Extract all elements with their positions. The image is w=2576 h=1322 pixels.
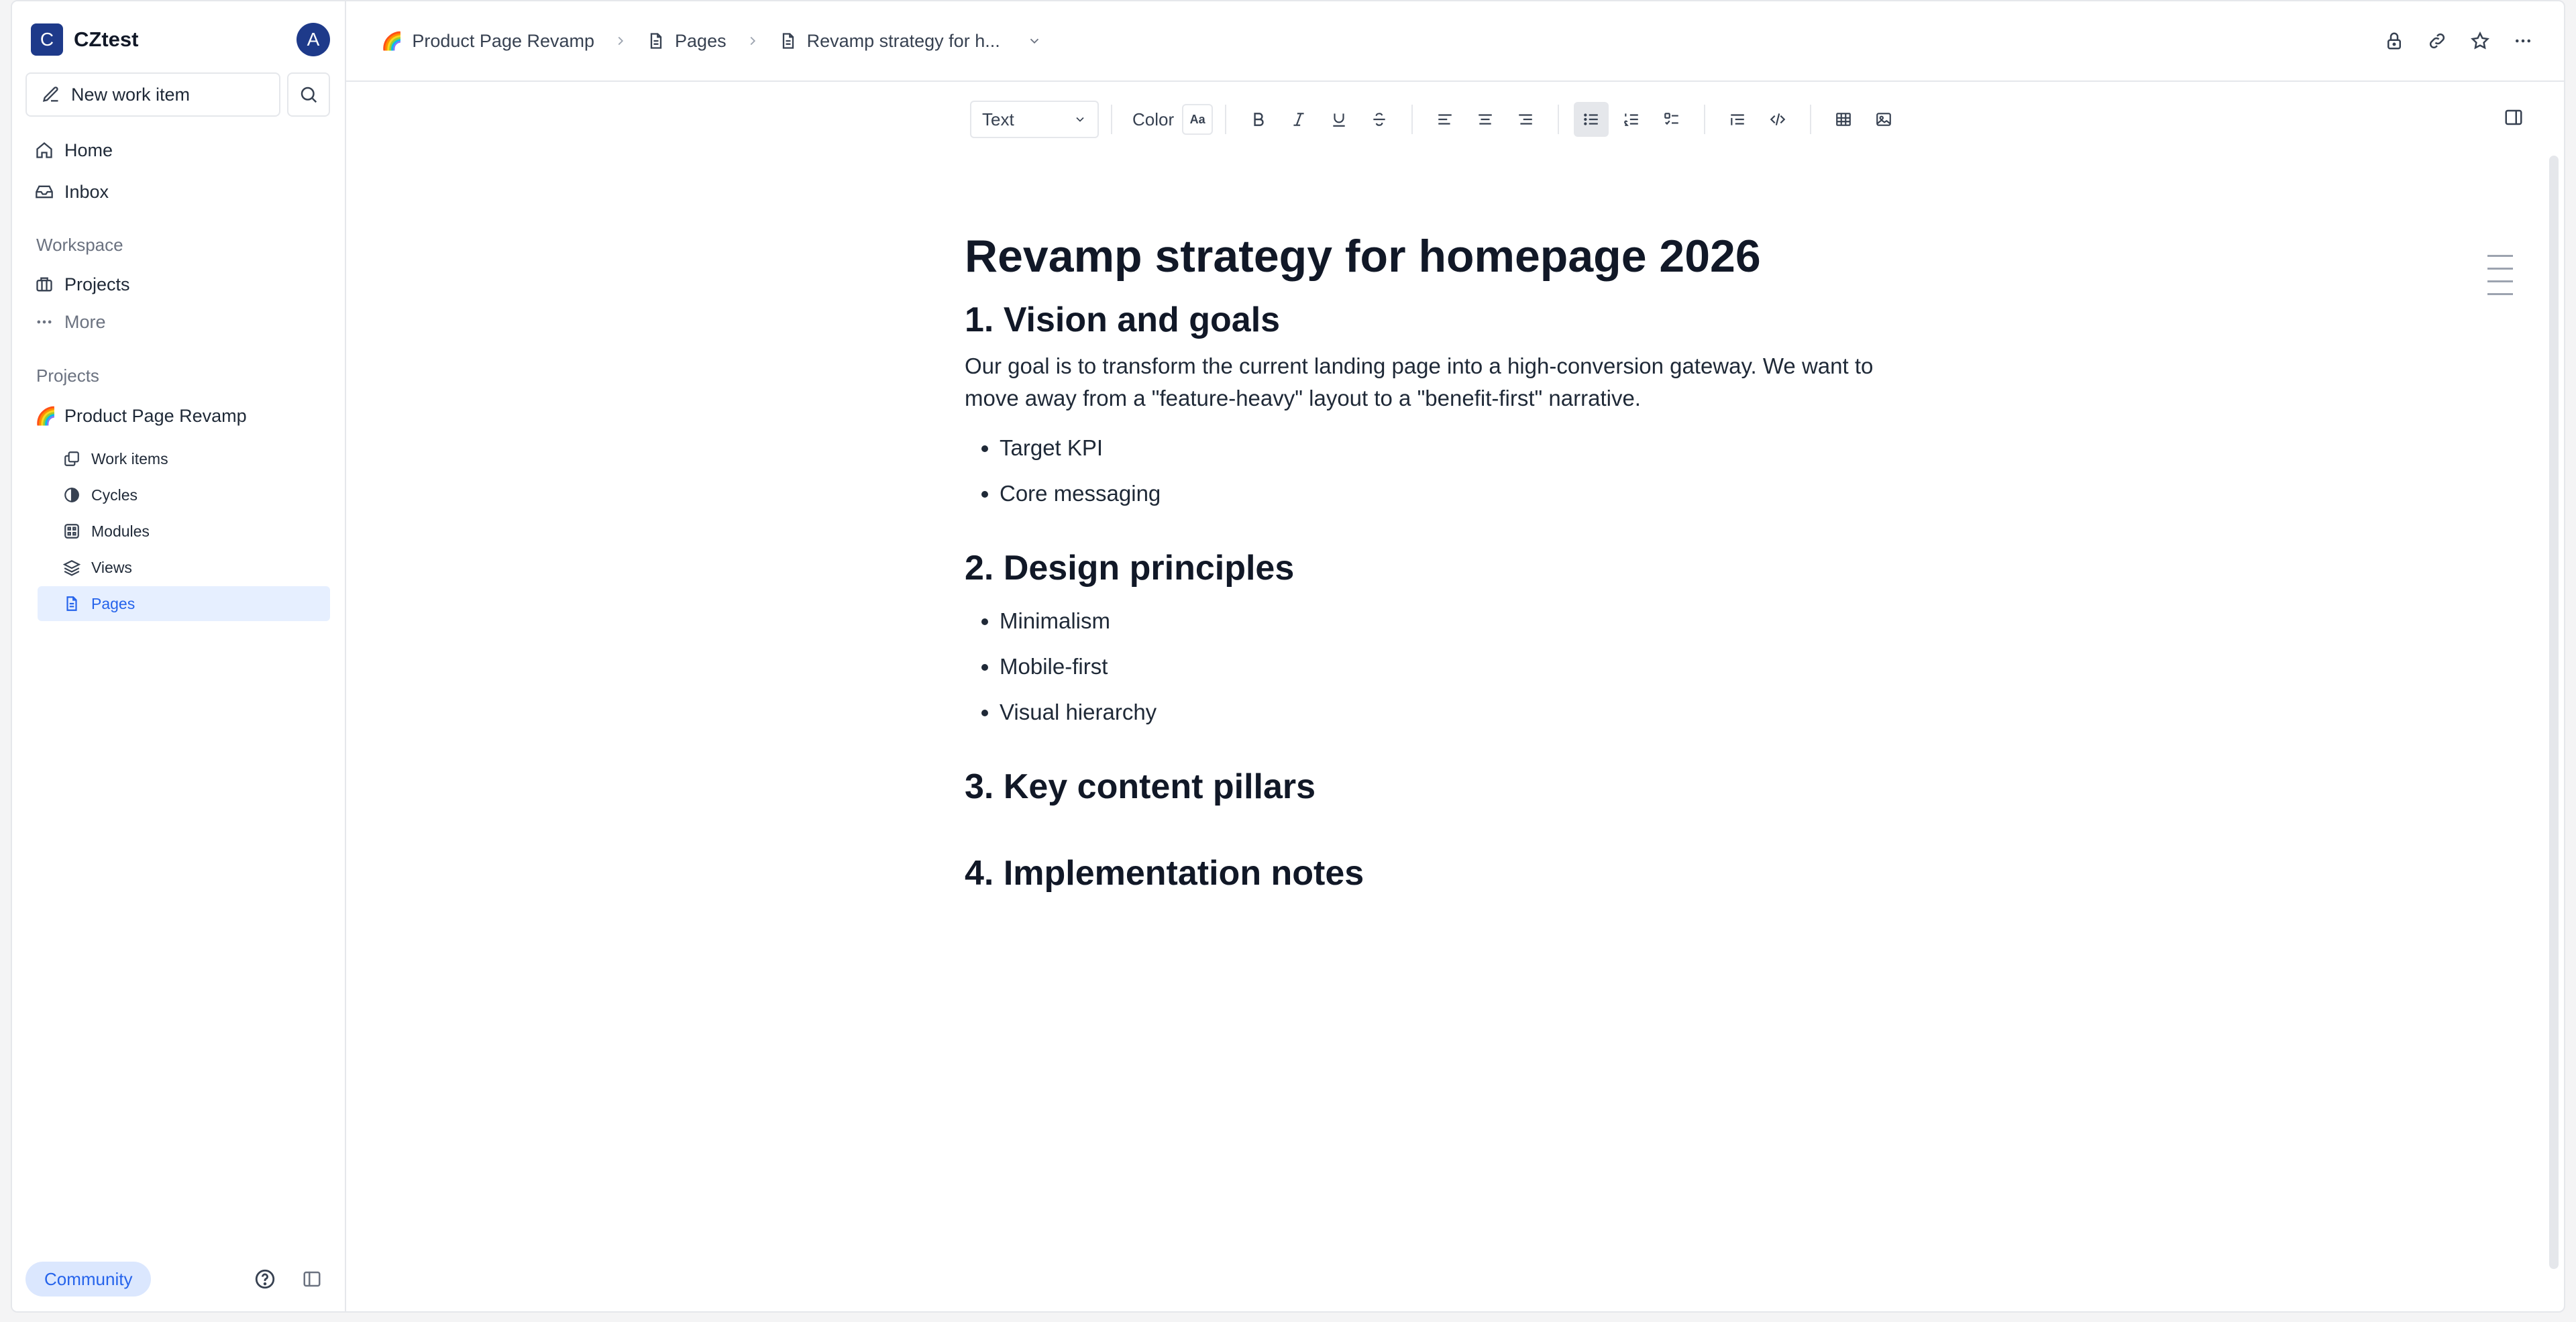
project-item-product-page-revamp[interactable] <box>25 397 330 435</box>
breadcrumb-pages-label: Pages <box>675 30 727 51</box>
nav-item-projects[interactable] <box>25 266 330 303</box>
sidebar-footer <box>25 1260 330 1298</box>
list-item[interactable]: • Visual hierarchy <box>1000 690 1931 735</box>
toolbar-divider <box>1810 105 1811 134</box>
sidebar-item-label: Cycles <box>91 486 138 504</box>
edit-icon <box>42 85 60 104</box>
breadcrumb-pages[interactable] <box>647 31 727 52</box>
breadcrumb-project[interactable] <box>381 31 594 52</box>
page-actions <box>2384 31 2564 51</box>
chevron-down-icon <box>1073 113 1087 126</box>
projects-section-label: Projects <box>36 366 99 386</box>
sidebar-item-label: Views <box>91 558 132 576</box>
inbox-icon <box>35 182 55 201</box>
new-item-row <box>25 72 330 117</box>
search-button[interactable] <box>287 72 330 117</box>
bullet-list-design <box>965 598 1931 735</box>
link-icon[interactable] <box>2427 31 2447 51</box>
checklist-button[interactable] <box>1654 102 1689 137</box>
home-icon <box>35 141 55 160</box>
list-item[interactable]: • Minimalism <box>1000 598 1931 644</box>
help-icon[interactable] <box>254 1268 276 1290</box>
underline-button[interactable] <box>1322 102 1356 137</box>
community-button[interactable]: Community <box>25 1262 151 1297</box>
new-work-item-button[interactable] <box>25 72 280 117</box>
scrollbar[interactable] <box>2549 156 2559 1269</box>
sidebar-item-label: Modules <box>91 522 150 540</box>
checklist-icon <box>1663 111 1680 128</box>
align-left-button[interactable] <box>1428 102 1462 137</box>
italic-button[interactable] <box>1281 102 1316 137</box>
align-right-icon <box>1517 111 1534 128</box>
image-button[interactable] <box>1866 102 1901 137</box>
nav-item-inbox[interactable] <box>25 173 330 211</box>
sidebar-item-label: Pages <box>91 594 136 612</box>
side-panel-icon[interactable] <box>2504 107 2524 127</box>
list-item[interactable]: • Mobile-first <box>1000 644 1931 690</box>
bullet-list-vision <box>965 425 1931 516</box>
app-window <box>11 0 2565 1313</box>
nav-item-label: More <box>64 311 106 332</box>
new-work-item-label: New work item <box>71 84 191 105</box>
strikethrough-icon <box>1371 111 1388 128</box>
sidebar-item-cycles[interactable] <box>38 478 330 512</box>
table-icon <box>1835 111 1852 128</box>
workspace-header <box>31 20 330 59</box>
main-nav <box>25 131 330 211</box>
project-name: Product Page Revamp <box>64 405 247 426</box>
bold-button[interactable] <box>1241 102 1276 137</box>
align-right-button[interactable] <box>1508 102 1543 137</box>
stack-icon <box>63 559 82 576</box>
bullet-list-button[interactable] <box>1574 102 1609 137</box>
topbar <box>346 1 2564 82</box>
toolbar-divider <box>1111 105 1112 134</box>
numbered-list-button[interactable] <box>1614 102 1649 137</box>
sidebar-item-modules[interactable] <box>38 514 330 549</box>
document-icon <box>647 32 665 50</box>
outline-line <box>2487 293 2513 295</box>
workspace-logo[interactable]: C <box>31 23 63 56</box>
list-item[interactable]: • Core messaging <box>1000 471 1931 516</box>
workspace-name[interactable]: CZtest <box>74 27 139 51</box>
more-horizontal-icon[interactable] <box>2513 31 2533 51</box>
nav-item-label: Projects <box>64 274 130 294</box>
star-icon[interactable] <box>2470 31 2490 51</box>
bold-icon <box>1250 111 1267 128</box>
heading-content[interactable]: 3. Key content pillars <box>965 767 1316 807</box>
code-button[interactable] <box>1760 102 1795 137</box>
quote-button[interactable] <box>1720 102 1755 137</box>
code-icon <box>1769 111 1786 128</box>
page-title[interactable]: Revamp strategy for homepage 2026 <box>965 231 1761 282</box>
breadcrumb-current-page[interactable] <box>779 31 1042 52</box>
heading-implementation[interactable]: 4. Implementation notes <box>965 853 1364 893</box>
toolbar-divider <box>1411 105 1413 134</box>
workspace-section-label: Workspace <box>36 235 123 255</box>
briefcase-icon <box>35 275 55 294</box>
nav-item-label: Inbox <box>64 181 109 202</box>
text-color-button[interactable]: Aa <box>1182 104 1213 135</box>
breadcrumb-project-label: Product Page Revamp <box>412 30 595 51</box>
list-item[interactable]: • Target KPI <box>1000 425 1931 471</box>
text-style-value: Text <box>982 109 1014 129</box>
sidebar-item-label: Work items <box>91 449 168 467</box>
align-center-button[interactable] <box>1468 102 1503 137</box>
italic-icon <box>1290 111 1307 128</box>
sidebar-collapse-icon[interactable] <box>302 1269 322 1289</box>
outline-line <box>2487 268 2513 270</box>
quote-icon <box>1729 111 1746 128</box>
editor-toolbar <box>970 99 1904 140</box>
lock-icon[interactable] <box>2384 31 2404 51</box>
nav-item-more[interactable] <box>25 303 330 341</box>
avatar[interactable]: A <box>297 23 330 56</box>
outline-line <box>2487 255 2513 257</box>
align-center-icon <box>1477 111 1494 128</box>
strikethrough-button[interactable] <box>1362 102 1397 137</box>
toolbar-divider <box>1225 105 1226 134</box>
more-horizontal-icon <box>35 313 55 331</box>
document-icon <box>63 595 82 612</box>
image-icon <box>1875 111 1892 128</box>
chevron-right-icon <box>613 34 628 48</box>
grid-icon <box>63 522 82 540</box>
nav-item-home[interactable] <box>25 131 330 169</box>
sidebar <box>12 1 346 1311</box>
search-icon <box>299 85 319 105</box>
heading-design[interactable]: 2. Design principles <box>965 548 1295 588</box>
page-editor[interactable] <box>965 229 1931 894</box>
layers-icon <box>63 450 82 467</box>
sidebar-item-pages[interactable] <box>38 586 330 621</box>
table-button[interactable] <box>1826 102 1861 137</box>
heading-vision[interactable]: 1. Vision and goals <box>965 300 1281 339</box>
project-nav <box>25 397 330 435</box>
contrast-icon <box>63 486 82 504</box>
workspace-nav <box>25 266 330 341</box>
outline-line <box>2487 280 2513 282</box>
breadcrumb-page-label: Revamp strategy for h... <box>806 30 1000 51</box>
underline-icon <box>1330 111 1348 128</box>
project-subnav <box>38 441 330 622</box>
sidebar-item-views[interactable] <box>38 550 330 585</box>
toolbar-divider <box>1704 105 1705 134</box>
sidebar-item-work-items[interactable] <box>38 441 330 476</box>
paragraph-vision[interactable]: Our goal is to transform the current landing page into a high-conversion gateway. We want to move away from a "feature-heavy" layout to a "benefit-first" narrative. <box>965 353 1874 410</box>
numbered-list-icon <box>1623 111 1640 128</box>
text-style-select[interactable] <box>970 101 1099 138</box>
page-outline-indicator[interactable] <box>2487 255 2513 295</box>
align-left-icon <box>1436 111 1454 128</box>
rainbow-icon: 🌈 <box>381 30 403 51</box>
toolbar-divider <box>1558 105 1559 134</box>
rainbow-icon: 🌈 <box>35 405 57 426</box>
document-icon <box>779 32 798 50</box>
bullet-list-icon <box>1582 111 1600 128</box>
nav-item-label: Home <box>64 140 113 160</box>
color-label[interactable]: Color <box>1132 109 1175 129</box>
chevron-down-icon[interactable] <box>1027 34 1042 48</box>
chevron-right-icon <box>745 34 760 48</box>
